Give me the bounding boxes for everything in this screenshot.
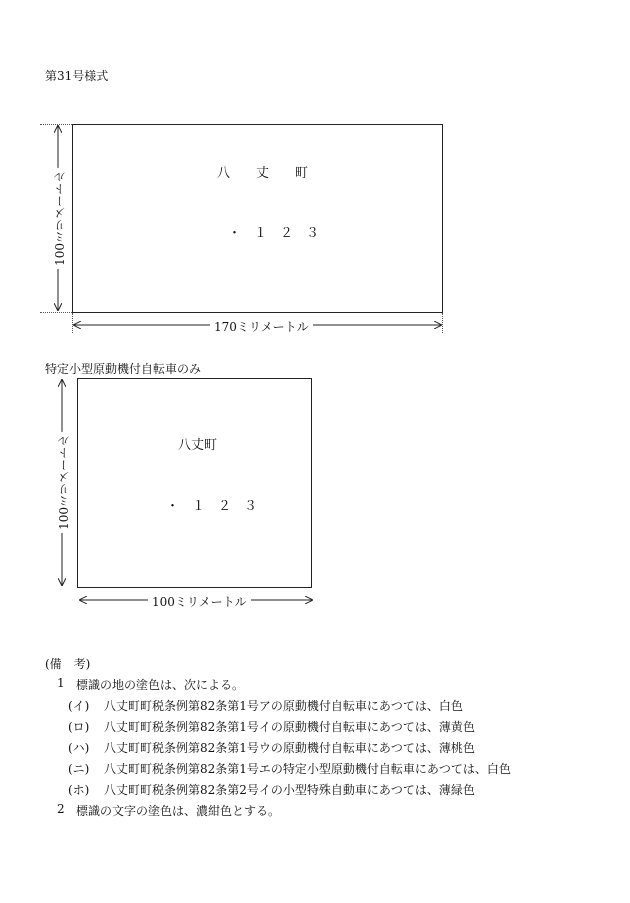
note-1-number: 1: [57, 676, 65, 690]
subitem-label: (ホ): [68, 783, 90, 797]
subitem-text: 八丈町町税条例第82条第1号イの原動機付自転車にあつては、薄黄色: [104, 720, 475, 734]
plate-2-outline: [77, 378, 312, 588]
subitem-label: (ハ): [68, 741, 90, 755]
notes-heading: (備 考): [45, 657, 91, 671]
plate-1-number: ・ １ ２ ３: [228, 226, 320, 241]
subitem-text: 八丈町町税条例第82条第1号エの特定小型原動機付自転車にあつては、白色: [104, 762, 511, 776]
subitem-label: (ロ): [68, 720, 90, 734]
plate-2-number: ・ １ ２ ３: [166, 499, 258, 514]
note-2-number: 2: [57, 802, 65, 816]
note-1-text: 標識の地の塗色は、次による。: [76, 678, 245, 692]
subitem-text: 八丈町町税条例第82条第1号ウの原動機付自転車にあつては、薄桃色: [104, 741, 475, 755]
subitem-text: 八丈町町税条例第82条第1号アの原動機付自転車にあつては、白色: [104, 699, 463, 713]
plate-1-width-label: 170ミリメートル: [210, 318, 313, 335]
plate-2-town: 八丈町: [178, 438, 218, 453]
subitem-label: (イ): [68, 699, 90, 713]
plate-2-height-label: 100ミリメートル: [55, 432, 72, 533]
subitem-text: 八丈町町税条例第82条第2号イの小型特殊自動車にあつては、薄緑色: [104, 783, 475, 797]
note-2-text: 標識の文字の塗色は、濃紺色とする。: [76, 804, 281, 818]
plate-1-town: 八 丈 町: [217, 166, 309, 181]
plate-2-width-label: 100ミリメートル: [148, 593, 251, 610]
section-2-title: 特定小型原動機付自転車のみ: [45, 362, 202, 376]
subitem-label: (ニ): [68, 762, 90, 776]
plate-1-height-label: 100ミリメートル: [51, 168, 68, 269]
form-title: 第31号様式: [45, 69, 109, 83]
